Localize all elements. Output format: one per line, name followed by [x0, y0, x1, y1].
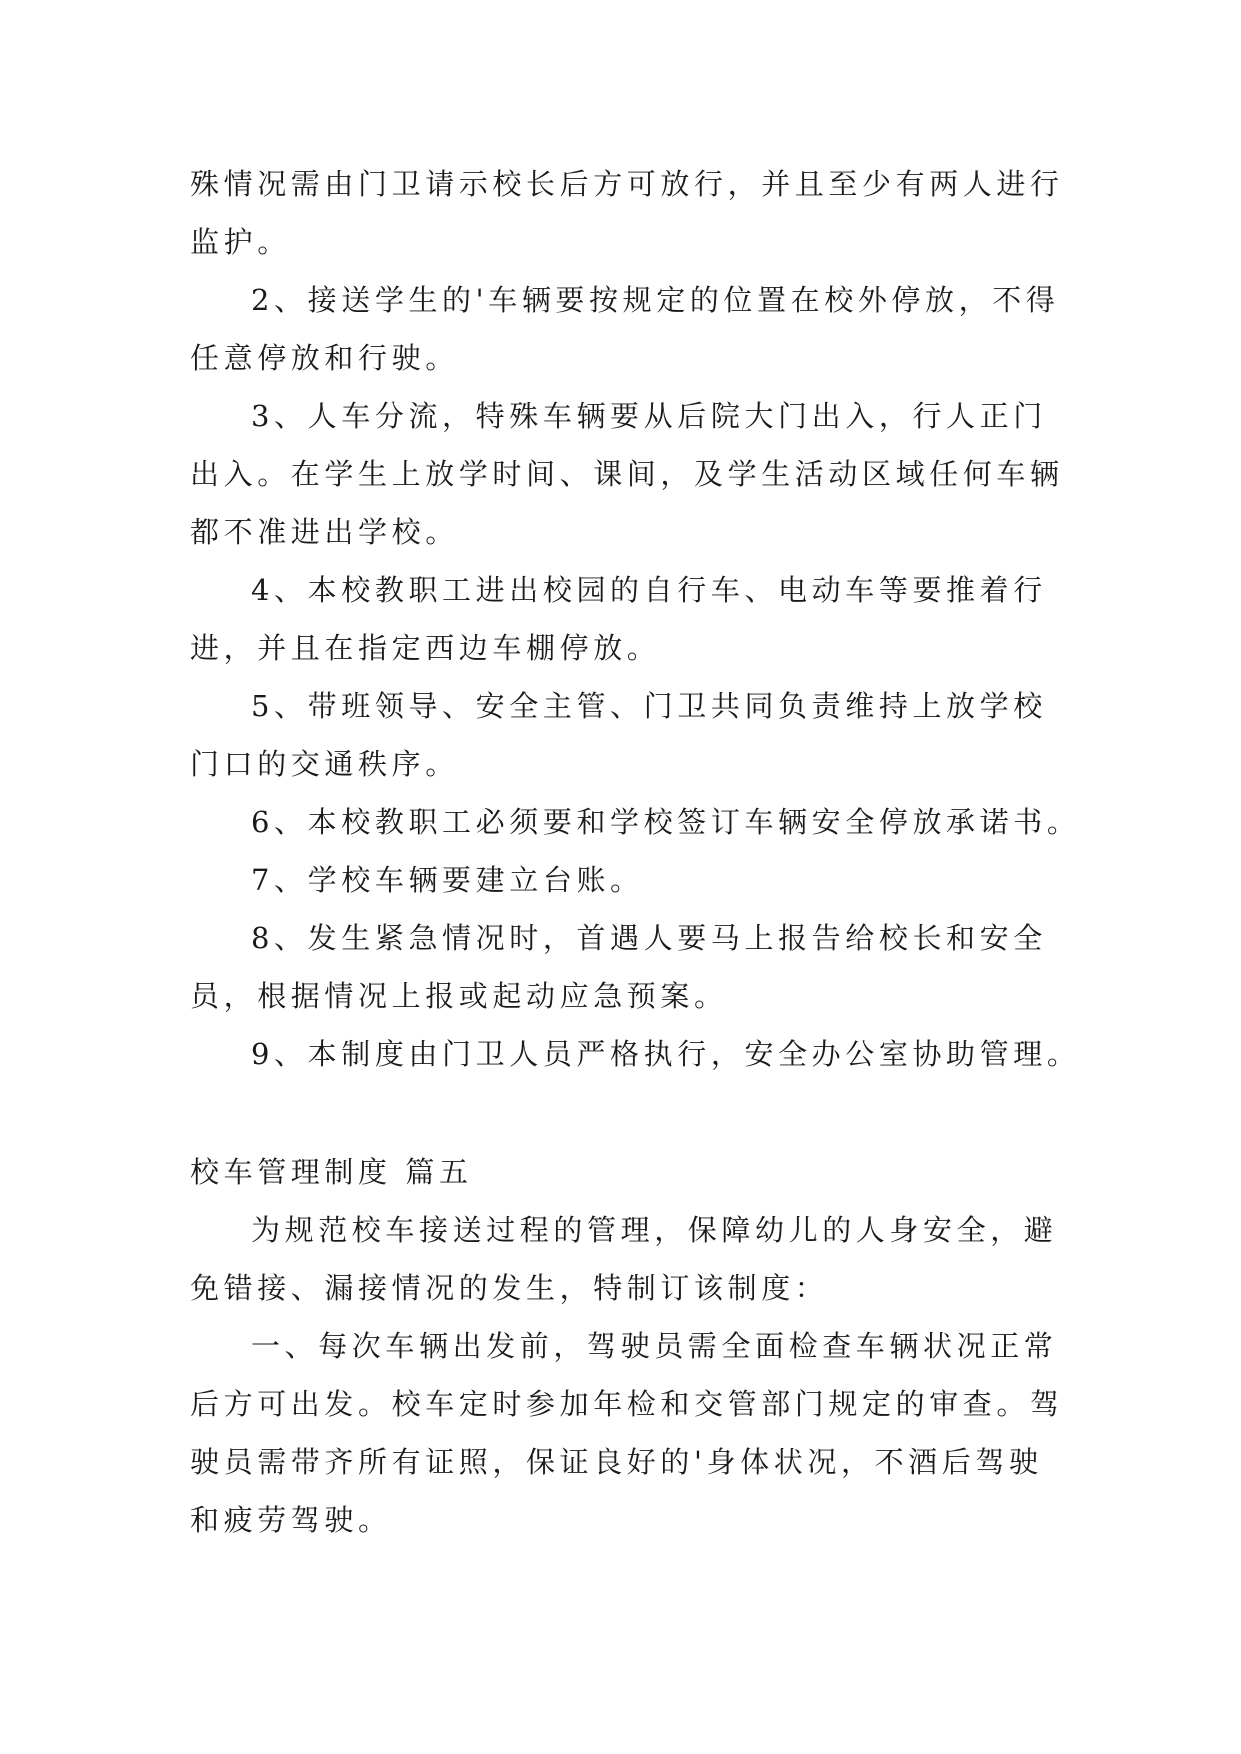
text-line: 2、接送学生的'车辆要按规定的位置在校外停放，不得: [251, 283, 1060, 317]
text-line: 殊情况需由门卫请示校长后方可放行，并且至少有两人进行: [190, 167, 1064, 201]
text-line: 6、本校教职工必须要和学校签订车辆安全停放承诺书。: [251, 805, 1081, 839]
text-line: 出入。在学生上放学时间、课间，及学生活动区域任何车辆: [190, 457, 1064, 491]
section-heading: 校车管理制度 篇五: [190, 1155, 473, 1189]
text-line: 5、带班领导、安全主管、门卫共同负责维持上放学校: [251, 689, 1047, 723]
text-line: 后方可出发。校车定时参加年检和交管部门规定的审查。驾: [190, 1387, 1064, 1421]
text-line: 员，根据情况上报或起动应急预案。: [190, 979, 728, 1013]
text-line: 都不准进出学校。: [190, 515, 459, 549]
text-line: 一、每次车辆出发前，驾驶员需全面检查车辆状况正常: [251, 1329, 1058, 1363]
text-line: 和疲劳驾驶。: [190, 1503, 392, 1537]
text-line: 任意停放和行驶。: [190, 341, 459, 375]
text-line: 4、本校教职工进出校园的自行车、电动车等要推着行: [251, 573, 1047, 607]
text-line: 驶员需带齐所有证照，保证良好的'身体状况，不酒后驾驶: [190, 1445, 1043, 1479]
text-line: 8、发生紧急情况时，首遇人要马上报告给校长和安全: [251, 921, 1047, 955]
text-line: 7、学校车辆要建立台账。: [251, 863, 644, 897]
text-line: 监护。: [190, 225, 291, 259]
text-line: 为规范校车接送过程的管理，保障幼儿的人身安全，避: [251, 1213, 1058, 1247]
text-line: 免错接、漏接情况的发生，特制订该制度：: [190, 1271, 829, 1305]
text-line: 门口的交通秩序。: [190, 747, 459, 781]
text-line: 3、人车分流，特殊车辆要从后院大门出入，行人正门: [251, 399, 1047, 433]
text-line: 9、本制度由门卫人员严格执行，安全办公室协助管理。: [251, 1037, 1081, 1071]
text-line: 进，并且在指定西边车棚停放。: [190, 631, 661, 665]
